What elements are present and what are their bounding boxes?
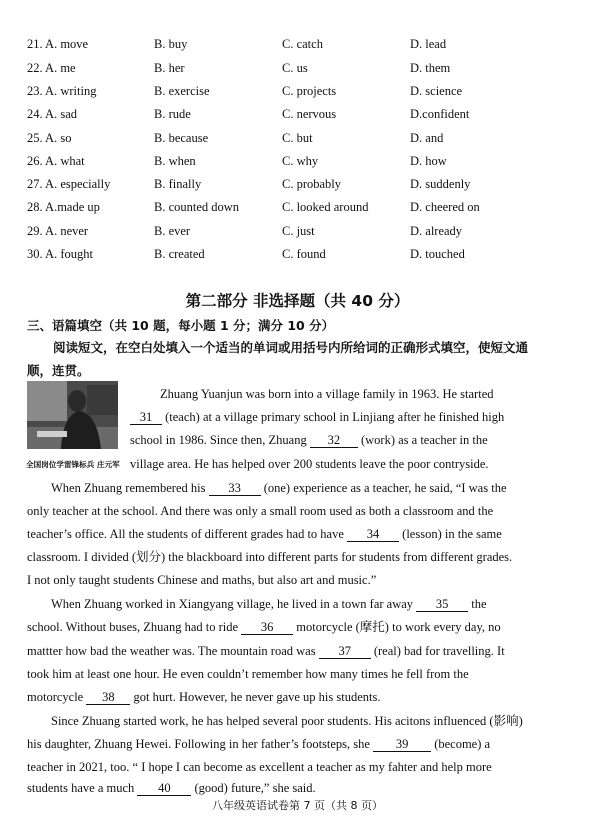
option-30-d: D. touched [410,247,465,261]
passage-line [27,643,505,659]
option-24-a: 24. A. sad [27,107,77,121]
passage-line [51,596,487,612]
passage-line: took him at least one hour. He even couldn’t remember how many times he fell from the [27,667,469,681]
option-24-b: B. rude [154,107,191,121]
passage-text: (teach) at a village primary school in Linjiang after he finished high [165,410,505,424]
option-29-c: C. just [282,224,315,238]
blank-37[interactable]: 37 [319,645,371,659]
option-25-b: B. because [154,131,209,145]
blank-35[interactable]: 35 [416,598,468,612]
passage-line: Since Zhuang started work, he has helped several poor students. His acitons influenced (影响) [51,714,523,728]
option-25-d: D. and [410,131,444,145]
option-26-d: D. how [410,154,447,168]
option-27-d: D. suddenly [410,177,471,191]
passage-line [51,480,507,496]
instructions: 阅读短文，在空白处填入一个适当的单词或用括号内所给词的正确形式填空，使短文通顺，连贯。 [27,340,529,378]
passage-text: mattter how bad the weather was. The mountain road was [27,644,316,658]
option-28-b: B. counted down [154,200,240,214]
blank-38[interactable]: 38 [86,691,130,705]
option-25-c: C. but [282,131,313,145]
passage-text: school. Without buses, Zhuang had to ride [27,620,239,634]
passage-text: When Zhuang remembered his [51,481,206,495]
passage-text: the [471,597,487,611]
passage-text: motorcycle [27,690,84,704]
option-22-d: D. them [410,61,451,75]
option-28-c: C. looked around [282,200,369,214]
option-21-d: D. lead [410,37,447,51]
passage-text: (work) as a teacher in the [360,433,488,447]
passage-line: teacher in 2021, too. “ I hope I can become as excellent a teacher as my fahter and help more [27,760,492,774]
option-21-b: B. buy [154,37,188,51]
option-24-d: D.confident [410,107,470,121]
blank-31[interactable]: 31 [130,411,162,425]
option-29-d: D. already [410,224,463,238]
blank-36[interactable]: 36 [241,621,293,635]
passage-line [27,780,316,796]
part-title: 第二部分 非选择题（共 40 分） [185,292,410,310]
option-29-b: B. ever [154,224,191,238]
passage-line: only teacher at the school. And there was only a small room used as both a classroom and the [27,504,494,518]
passage-text: got hurt. However, he never gave up his students. [133,690,381,704]
passage-line [27,526,502,542]
option-28-a: 28. A.made up [27,200,100,214]
page-footer: 八年级英语试卷第 7 页（共 8 页） [212,799,383,812]
option-22-b: B. her [154,61,185,75]
option-22-c: C. us [282,61,308,75]
passage-line: Zhuang Yuanjun was born into a village family in 1963. He started [160,387,494,401]
passage-text: teacher’s office. All the students of different grades had to have [27,527,344,541]
passage-text: motorcycle (摩托) to work every day, no [296,620,501,634]
option-26-b: B. when [154,154,196,168]
passage-line [27,689,381,705]
option-21-a: 21. A. move [27,37,89,51]
passage-text: students have a much [27,781,135,795]
option-22-a: 22. A. me [27,61,76,75]
option-23-b: B. exercise [154,84,210,98]
option-23-d: D. science [410,84,463,98]
passage-text: (lesson) in the same [402,527,502,541]
option-27-c: C. probably [282,177,342,191]
option-26-c: C. why [282,154,319,168]
option-26-a: 26. A. what [27,154,85,168]
option-27-b: B. finally [154,177,202,191]
passage-line [130,409,504,425]
passage-text: his daughter, Zhuang Hewei. Following in her father’s footsteps, she [27,737,370,751]
passage-line: village area. He has helped over 200 students leave the poor contryside. [130,457,489,471]
blank-34[interactable]: 34 [347,528,399,542]
option-23-a: 23. A. writing [27,84,97,98]
blank-39[interactable]: 39 [373,738,431,752]
option-29-a: 29. A. never [27,224,89,238]
option-28-d: D. cheered on [410,200,480,214]
passage-line: classroom. I divided (划分) the blackboard into different parts for students from different grades. [27,550,513,564]
passage-text: (one) experience as a teacher, he said, “I was the [263,481,507,495]
passage-line [27,736,490,752]
option-25-a: 25. A. so [27,131,72,145]
blank-33[interactable]: 33 [209,482,261,496]
teacher-photo [27,381,118,449]
teacher-photo-image [27,381,118,449]
blank-32[interactable]: 32 [310,434,358,448]
passage-text: When Zhuang worked in Xiangyang village, he lived in a town far away [51,597,414,611]
passage-text: (real) bad for travelling. It [373,644,505,658]
option-30-a: 30. A. fought [27,247,93,261]
photo-caption: 全国岗位学雷锋标兵 庄元军 [26,460,120,469]
option-30-b: B. created [154,247,205,261]
passage-text: (good) future,” she said. [194,781,316,795]
option-24-c: C. nervous [282,107,337,121]
passage-text: (become) a [434,737,491,751]
blank-40[interactable]: 40 [137,782,191,796]
section-title: 三、语篇填空（共 10 题，每小题 1 分；满分 10 分） [27,318,335,333]
passage-line [130,432,488,448]
passage-line [27,619,501,635]
option-23-c: C. projects [282,84,337,98]
option-27-a: 27. A. especially [27,177,111,191]
passage-line: I not only taught students Chinese and maths, but also art and music.” [27,573,377,587]
option-30-c: C. found [282,247,326,261]
option-21-c: C. catch [282,37,323,51]
passage-text: school in 1986. Since then, Zhuang [130,433,307,447]
